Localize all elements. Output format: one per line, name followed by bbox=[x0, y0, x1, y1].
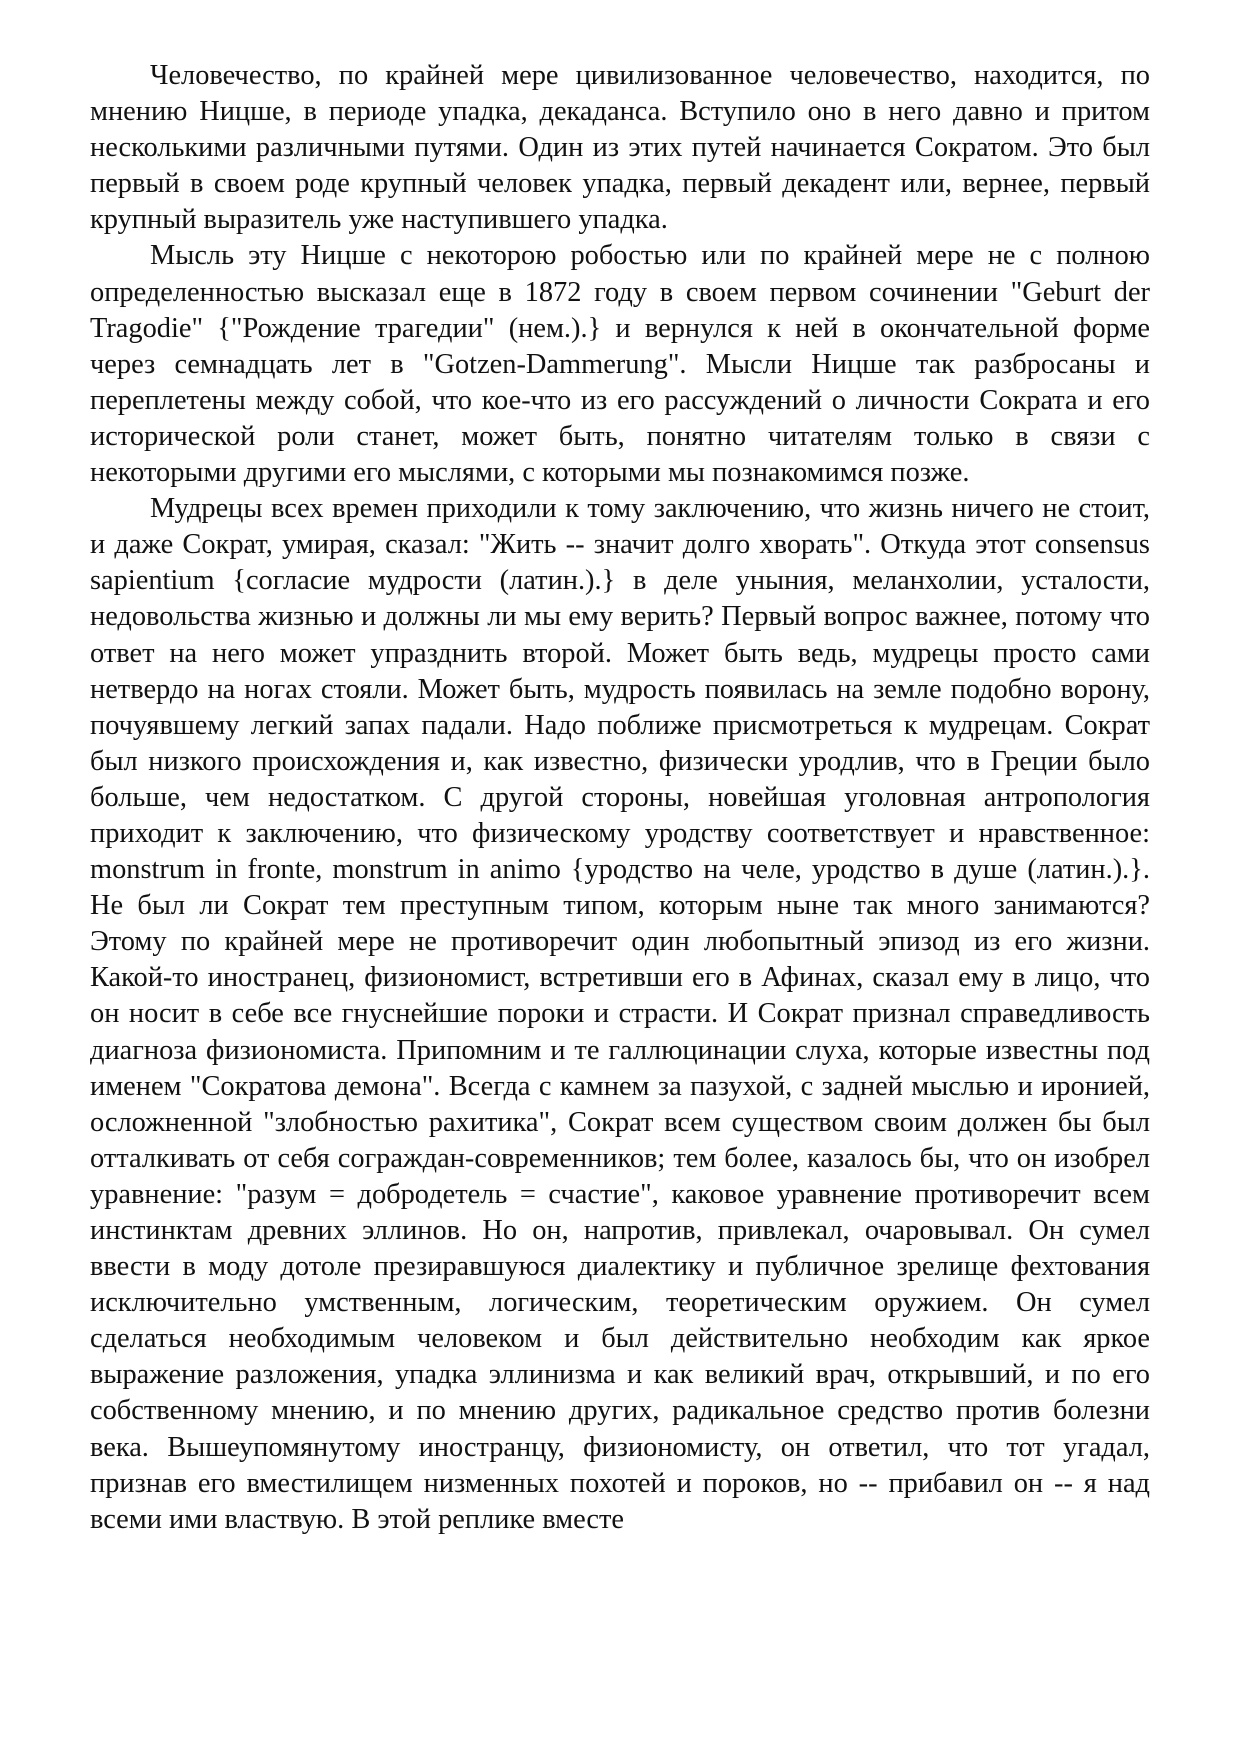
paragraph-decadence: Человечество, по крайней мере цивилизованное человечество, находится, по мнению Ницше, в периоде упадка, декаданса. Вступило оно в него давно и притом несколькими различными путями. Один из этих путей начинается Сократом. Это был первый в своем роде крупный человек упадка, первый декадент или, вернее, первый крупный выразитель уже наступившего упадка. bbox=[90, 60, 1150, 236]
document-page bbox=[90, 58, 1150, 1538]
paragraph-wise-men: Мудрецы всех времен приходили к тому заключению, что жизнь ничего не стоит, и даже Сократ, умирая, сказал: "Жить -- значит долго хворать". Откуда этот consensus sapientium {согласие мудрости (латин.).} в деле уныния, меланхолии, усталости, недовольства жизнью и должны ли мы ему верить? Первый вопрос важнее, потому что ответ на него может упразднить второй. Может быть ведь, мудрецы просто сами нетвердо на ногах стояли. Может быть, мудрость появилась на земле подобно ворону, почуявшему легкий запах падали. Надо поближе присмотреться к мудрецам. Сократ был низкого происхождения и, как известно, физически уродлив, что в Греции было больше, чем недостатком. С другой стороны, новейшая уголовная антропология приходит к заключению, что физическому уродству соответствует и нравственное: monstrum in fronte, monstrum in animo {уродство на челе, уродство в душе (латин.).}. Не был ли Сократ тем преступным типом, которым ныне так много занимаются? Этому по крайней мере не противоречит один любопытный эпизод из его жизни. Какой-то иностранец, физиономист, встретивши его в Афинах, сказал ему в лицо, что он носит в себе все гнуснейшие пороки и страсти. И Сократ признал справедливость диагноза физиономиста. Припомним и те галлюцинации слуха, которые известны под именем "Сократова демона". Всегда с камнем за пазухой, с задней мыслью и иронией, осложненной "злобностью рахитика", Сократ всем существом своим должен бы был отталкивать от себя сограждан-современников; тем более, казалось бы, что он изобрел уравнение: "разум = добродетель = счастие", каковое уравнение противоречит всем инстинктам древних эллинов. Но он, напротив, привлекал, очаровывал. Он сумел ввести в моду дотоле презиравшуюся диалектику и публичное зрелище фехтования исключительно умственным, логическим, теоретическим оружием. Он сумел сделаться необходимым человеком и был действительно необходим как яркое выражение разложения, упадка эллинизма и как великий врач, открывший, и по его собственному мнению, и по мнению других, радикальное средство против болезни века. Вышеупомянутому иностранцу, физиономисту, он ответил, что тот угадал, признав его вместилищем низменных похотей и пороков, но -- прибавил он -- я над всеми ими властвую. В этой реплике вместе bbox=[90, 493, 1150, 1535]
paragraph-birth-of-tragedy: Мысль эту Ницше с некоторою робостью или по крайней мере не с полною определенностью высказал еще в 1872 году в своем первом сочинении "Geburt der Tragodie" {"Рождение трагедии" (нем.).} и вернулся к ней в окончательной форме через семнадцать лет в "Gotzen-Dammerung". Мысли Ницше так разбросаны и переплетены между собой, что кое-что из его рассуждений о личности Сократа и его исторической роли станет, может быть, понятно читателям только в связи с некоторыми другими его мыслями, с которыми мы познакомимся позже. bbox=[90, 240, 1150, 489]
